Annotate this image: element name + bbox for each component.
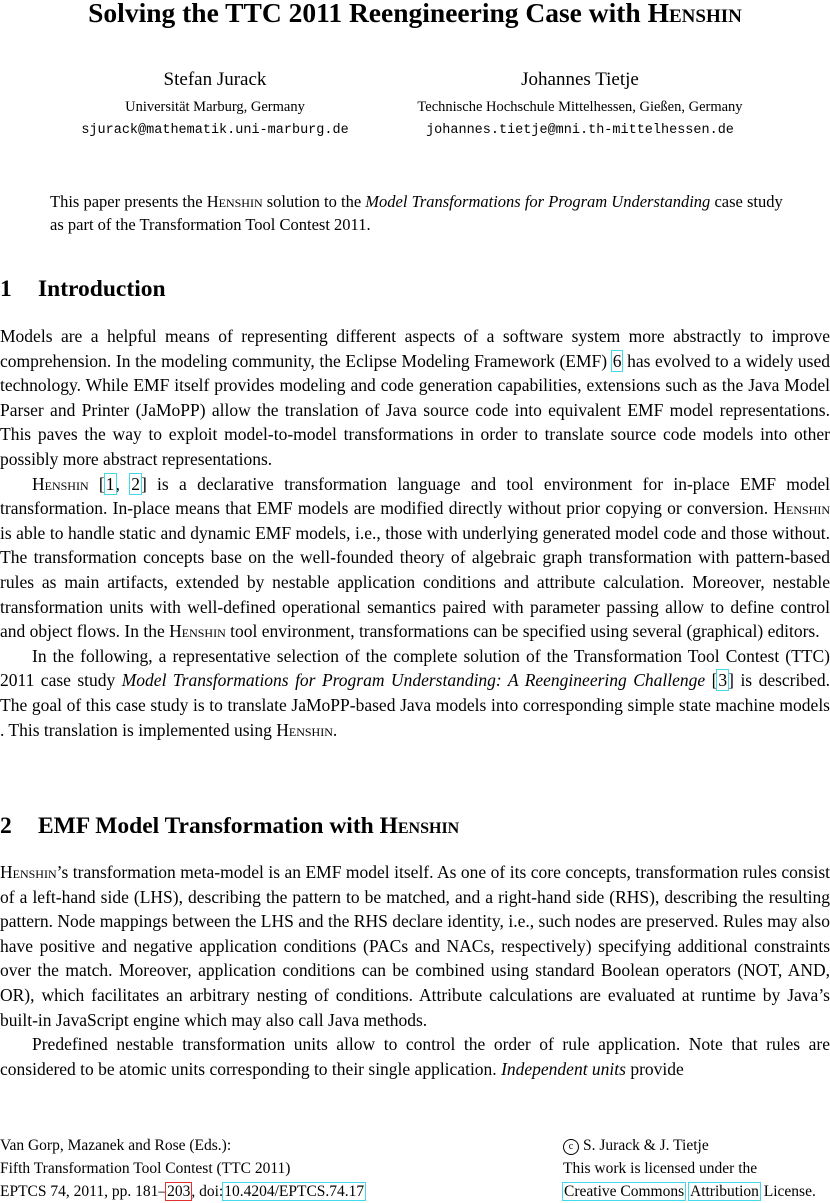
citation-link[interactable]: 3 [718,670,728,691]
tool-name: Henshin [0,862,57,882]
author-affiliation: Universität Marburg, Germany [125,99,305,115]
section-heading [0,811,459,841]
section-heading [0,274,166,304]
author-block [40,68,390,142]
author-email[interactable]: sjurack@mathematik.uni-marburg.de [81,123,349,138]
tool-name: Henshin [647,0,742,28]
tool-name: Henshin [773,498,830,519]
tool-name: Henshin [169,621,226,642]
author-block [380,68,780,142]
paragraph: Predefined nestable transformation units allow to control the order of rule application. Note that rules are considered to be atomic units corresponding to their single application. Independent units provide [0,1034,830,1079]
tool-name: Henshin [379,813,460,839]
tool-name: Henshin [32,473,89,494]
case-title: Model Transformations for Program Understanding [365,192,711,211]
section-number: 1 [0,276,12,302]
citation-link[interactable]: 1 [105,473,115,494]
tool-name: Henshin [206,192,263,211]
author-name: Stefan Jurack [163,69,267,90]
footer-copyright: c S. Jurack & J. Tietje [563,1134,830,1157]
doi-link[interactable]: 10.4204/EPTCS.74.17 [224,1183,365,1200]
author-email[interactable]: johannes.tietje@mni.th-mittelhessen.de [426,123,734,138]
section-title: Introduction [38,276,166,302]
footer-series: EPTCS 74, 2011, pp. 181–203, doi:10.4204/EPTCS.74.17 [0,1183,365,1200]
paragraph: Henshin [1, 2] is a declarative transformation language and tool environment for in-place EMF model transformation. In-place means that EMF models are modified directly without prior copying or conversion. Henshin is able to handle static and dynamic EMF models, i.e., those with underlying generated model code and those without. The transformation concepts base on the well-founded theory of algebraic graph transformation with pattern-based rules as main artifacts, extended by nestable application conditions and attribute calculation. Moreover, nestable transformation units with well-defined operational semantics paired with parameter passing allow to define control and object flows. In the Henshin tool environment, transformations can be specified using several (graphical) editors. [0,473,830,642]
emphasized-term: Independent units [501,1058,626,1079]
copyright-icon: c [563,1139,579,1155]
section-body [0,860,830,1081]
tool-name: Henshin [276,719,333,740]
paragraph: Models are a helpful means of representing different aspects of a software system more abstractly to improve comprehension. In the modeling community, the Eclipse Modeling Framework (EMF) 6 has evolved to a widely used technology. While EMF itself provides modeling and code generation capabilities, extensions such as the Java Model Parser and Printer (JaMoPP) allow the translation of Java source code into equivalent EMF model representations. This paves the way to exploit model-to-model transformations in order to translate source code models into other possibly more abstract representations. [0,326,830,469]
footer-license [563,1134,830,1203]
section-title: EMF Model Transformation with [38,813,380,839]
section-body [0,324,830,742]
page-range-link[interactable]: 203 [167,1183,191,1200]
footer-event: Fifth Transformation Tool Contest (TTC 2011) [0,1160,291,1177]
section-number: 2 [0,813,12,839]
creative-commons-link[interactable]: Creative Commons [564,1183,685,1200]
footer-editors: Van Gorp, Mazanek and Rose (Eds.): [0,1137,232,1154]
paper-title: Solving the TTC 2011 Reengineering Case with Henshin [0,0,830,30]
abstract: This paper presents the Henshin solution to the Model Transformations for Program Understanding case study as part of the Transformation Tool Contest 2011. [50,192,783,234]
footer-license-links: Creative Commons Attribution License. [564,1183,816,1200]
author-affiliation: Technische Hochschule Mittelhessen, Gießen, Germany [417,99,743,115]
footer-license-line: This work is licensed under the [563,1160,758,1177]
case-title: Model Transformations for Program Understanding: A Reengineering Challenge [121,670,706,691]
author-name: Johannes Tietje [521,69,639,90]
citation-link[interactable]: 6 [612,350,622,371]
paragraph: In the following, a representative selection of the complete solution of the Transformation Tool Contest (TTC) 2011 case study Model Transformations for Program Understanding: A Reengineering Challenge [3] is described. The goal of this case study is to translate JaMoPP-based Java models into corresponding simple state machine models . This translation is implemented using Henshin. [0,645,830,740]
paragraph: Henshin’s transformation meta-model is an EMF model itself. As one of its core concepts, transformation rules consist of a left-hand side (LHS), describing the pattern to be matched, and a right-hand side (RHS), describing the resulting pattern. Node mappings between the LHS and the RHS declare identity, i.e., such nodes are preserved. Rules may also have positive and negative application conditions (PACs and NACs, respectively) specifying additional constraints over the match. Moreover, application conditions can be combined using standard Boolean operators (NOT, AND, OR), which facilitates an arbitrary nesting of conditions. Attribute calculations are evaluated at runtime by Java’s built-in JavaScript engine which may also call Java methods. [0,862,830,1030]
citation-link[interactable]: 2 [131,473,140,494]
attribution-link[interactable]: Attribution [690,1183,759,1200]
footer-citation [0,1134,460,1203]
